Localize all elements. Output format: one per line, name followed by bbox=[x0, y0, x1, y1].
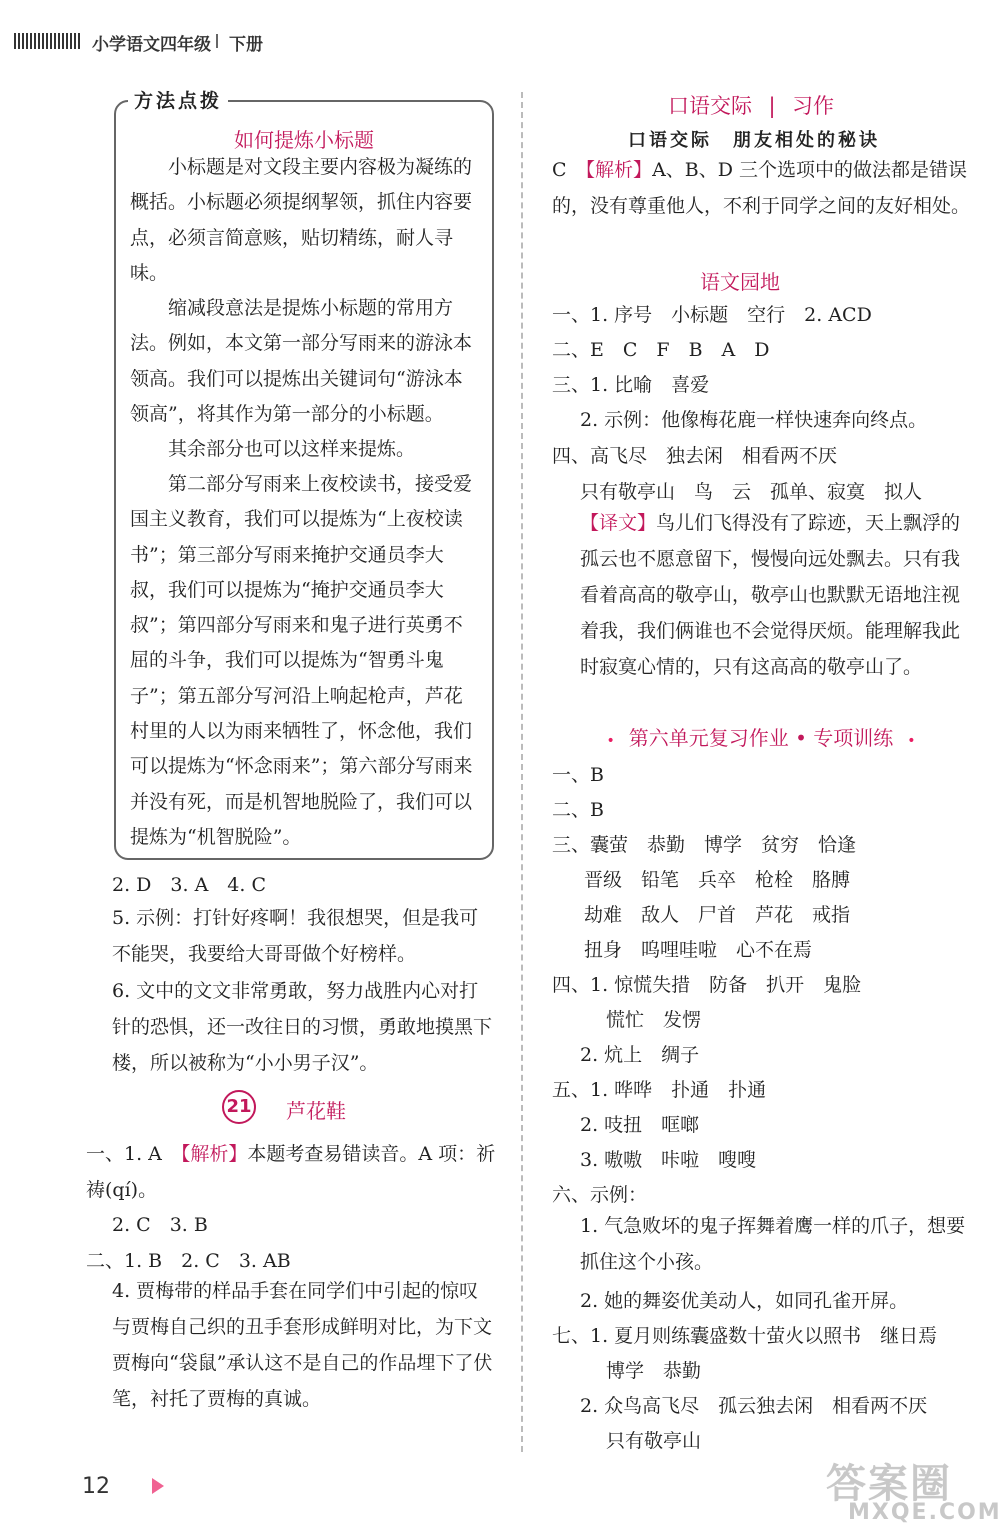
answer-line: 扭身 呜哩哇啦 心不在焉 bbox=[584, 939, 813, 961]
section-heading-oral: 口语交际 | 习作 bbox=[668, 94, 834, 118]
lesson-number-badge: 21 bbox=[222, 1090, 256, 1124]
answer-line: 只有敬亭山 bbox=[606, 1430, 702, 1452]
answer-line: 二、B bbox=[552, 799, 604, 821]
answer-line: 四、高飞尽 独去闲 相看两不厌 bbox=[552, 445, 838, 467]
page-header bbox=[0, 0, 1007, 70]
answer-line: 六、示例： bbox=[552, 1184, 648, 1206]
unit-review-heading: • 第六单元复习作业 • 专项训练 • bbox=[606, 726, 916, 750]
answer-line: 三、囊萤 恭勤 博学 贫穷 恰逢 bbox=[552, 834, 857, 856]
answer-line: 2. 吱扭 哐啷 bbox=[580, 1114, 700, 1136]
page-number: 12 bbox=[82, 1474, 110, 1499]
answer-paragraph: 1. 气急败坏的鬼子挥舞着鹰一样的爪子，想要抓住这个小孩。 bbox=[580, 1215, 966, 1273]
analysis-tag: 【解析】 bbox=[585, 159, 653, 181]
answer-line: 2. 众鸟高飞尽 孤云独去闲 相看两不厌 bbox=[580, 1395, 928, 1417]
translation-tag: 【译文】 bbox=[580, 512, 657, 534]
answer-line: 2. C 3. B bbox=[112, 1214, 208, 1236]
translation-paragraph: 【译文】鸟儿们飞得没有了踪迹，天上飘浮的孤云也不愿意留下，慢慢向远处飘去。只有我看着高高的敬亭山，敬亭山也默默无语地注视着我，我们俩谁也不会觉得厌烦。能理解我此时寂寞心情的，只有这高高的敬亭山了。 bbox=[580, 512, 961, 678]
column-divider bbox=[521, 92, 523, 1452]
method-paragraph: 第二部分写雨来上夜校读书，接受爱国主义教育，我们可以提炼为“上夜校读书”；第三部分写雨来掩护交通员李大叔，我们可以提炼为“掩护交通员李大叔”；第四部分写雨来和鬼子进行英勇不屈的斗争，我们可以提炼为“智勇斗鬼子”；第五部分写河沿上响起枪声，芦花村里的人以为雨来牺牲了，怀念他，我们可以提炼为“怀念雨来”；第六部分写雨来并没有死，而是机智地脱险了，我们可以提炼为“机智脱险”。 bbox=[130, 473, 473, 848]
answer-line: 三、1. 比喻 喜爱 bbox=[552, 374, 710, 396]
answer-line: 2. 示例：他像梅花鹿一样快速奔向终点。 bbox=[580, 409, 928, 431]
answer-line: 五、1. 哗哗 扑通 扑通 bbox=[552, 1079, 767, 1101]
answer-line: 只有敬亭山 鸟 云 孤单、寂寞 拟人 bbox=[580, 481, 923, 503]
answer-line: 二、E C F B A D bbox=[552, 339, 770, 361]
answer-text: 本题考查易错读音。A 项：祈祷(qí)。 bbox=[86, 1143, 496, 1201]
answer-line: 2. 她的舞姿优美动人，如同孔雀开屏。 bbox=[580, 1290, 909, 1312]
answer-line: 一、1. 序号 小标题 空行 2. ACD bbox=[552, 304, 872, 326]
analysis-tag: 【解析】 bbox=[180, 1143, 248, 1165]
book-volume: 下册 bbox=[229, 35, 263, 55]
answer-paragraph: 4. 贾梅带的样品手套在同学们中引起的惊叹与贾梅自己织的丑手套形成鲜明对比，为下文贾梅向“袋鼠”承认这不是自己的作品埋下了伏笔，衬托了贾梅的真诚。 bbox=[112, 1280, 493, 1410]
method-paragraph: 小标题是对文段主要内容极为凝练的概括。小标题必须提纲挈领，抓住内容要点，必须言简意赅，贴切精练，耐人寻味。 bbox=[130, 156, 473, 284]
answer-line: 博学 恭勤 bbox=[606, 1360, 702, 1382]
header-separator bbox=[216, 34, 218, 48]
barcode-decoration bbox=[14, 33, 80, 49]
answer-line: 慌忙 发愣 bbox=[606, 1009, 702, 1031]
answer-line: 二、1. B 2. C 3. AB bbox=[86, 1250, 291, 1272]
method-paragraph: 缩减段意法是提炼小标题的常用方法。例如，本文第一部分写雨来的游泳本领高。我们可以提炼出关键词句“游泳本领高”，将其作为第一部分的小标题。 bbox=[130, 297, 473, 425]
watermark-logo: 答案圈 MXQE.COM bbox=[826, 1461, 1002, 1525]
answer-line: 一、B bbox=[552, 764, 604, 786]
book-title: 小学语文四年级 bbox=[92, 35, 211, 55]
answer-line: 2. 炕上 绸子 bbox=[580, 1044, 700, 1066]
answer-paragraph: 5. 示例：打针好疼啊！我很想哭，但是我可不能哭，我要给大哥哥做个好榜样。 bbox=[112, 907, 479, 965]
answer-line: 劫难 敌人 尸首 芦花 戒指 bbox=[584, 904, 851, 926]
answer-line: 晋级 铅笔 兵卒 枪栓 胳膊 bbox=[584, 869, 851, 891]
lesson-title: 芦花鞋 bbox=[286, 1099, 346, 1123]
answer-paragraph: C 【解析】A、B、D 三个选项中的做法都是错误的，没有尊重他人，不利于同学之间的友好相处。 bbox=[552, 159, 971, 217]
section-heading-garden: 语文园地 bbox=[700, 270, 780, 294]
answer-paragraph: 6. 文中的文文非常勇敢，努力战胜内心对打针的恐惧，还一改往日的习惯，勇敢地摸黑下楼，所以被称为“小小男子汉”。 bbox=[112, 980, 493, 1074]
method-box-title: 如何提炼小标题 bbox=[234, 128, 374, 152]
method-box-label: 方法点拨 bbox=[128, 86, 228, 113]
answer-line: 四、1. 惊慌失措 防备 扒开 鬼脸 bbox=[552, 974, 862, 996]
answer-line: 七、1. 夏月则练囊盛数十萤火以照书 继日焉 bbox=[552, 1325, 938, 1347]
answer-paragraph bbox=[86, 1136, 496, 1208]
method-paragraph: 其余部分也可以这样来提炼。 bbox=[130, 438, 416, 460]
answer-line: 2. D 3. A 4. C bbox=[112, 874, 266, 896]
answer-line: 3. 嗷嗷 咔啦 嗖嗖 bbox=[580, 1149, 757, 1171]
arrow-icon bbox=[152, 1478, 164, 1494]
oral-subheading: 口语交际 朋友相处的秘诀 bbox=[628, 130, 880, 151]
answer-prefix: 一、1. A bbox=[86, 1143, 181, 1165]
